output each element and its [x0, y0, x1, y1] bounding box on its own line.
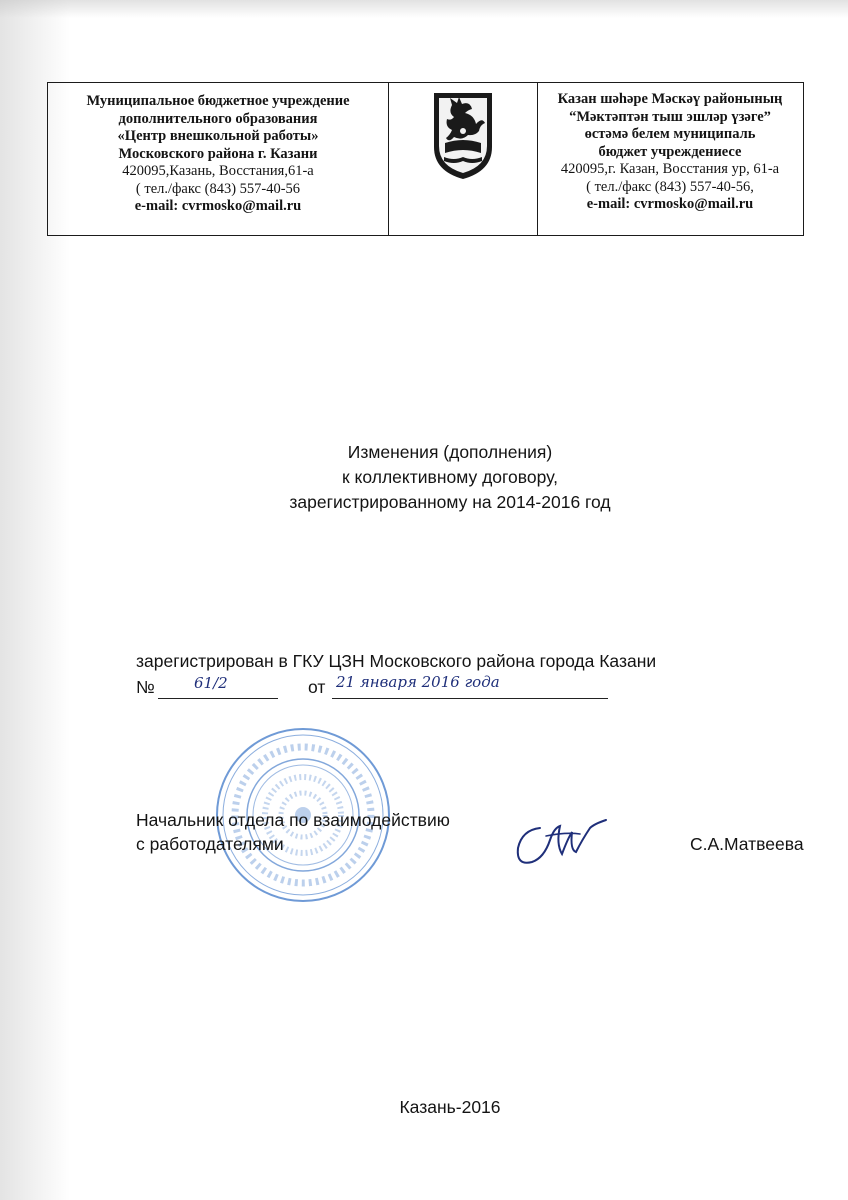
registration-number-handwritten: 61/2	[194, 674, 228, 692]
letterhead-russian	[48, 83, 389, 235]
org-name-line2: дополнительного образования	[118, 110, 318, 127]
signer-position-line1: Начальник отдела по взаимодействию	[136, 810, 450, 830]
org-email: e-mail: cvrmosko@mail.ru	[134, 198, 302, 214]
org-name-tatar-line3: өстәмә белем муниципаль	[584, 126, 756, 142]
org-phone-tatar: ( тел./факс (843) 557-40-56,	[586, 178, 754, 195]
org-address-tatar: 420095,г. Казан, Восстания ур, 61-а	[560, 161, 780, 177]
registration-statement: зарегистрирован в ГКУ ЦЗН Московского района города Казани	[136, 651, 657, 671]
title-line1: Изменения (дополнения)	[347, 442, 553, 462]
signer-position-line2: с работодателями	[136, 834, 284, 854]
city-year: Казань-2016	[399, 1097, 501, 1117]
signer-name: С.А.Матвеева	[690, 834, 804, 854]
org-name-line1: Муниципальное бюджетное учреждение	[86, 93, 350, 109]
number-sign: №	[136, 677, 155, 697]
date-underline	[332, 698, 608, 699]
number-underline	[158, 698, 278, 699]
kazan-coat-of-arms-icon	[430, 91, 496, 181]
org-address: 420095,Казань, Восстания,61-а	[122, 163, 314, 179]
org-name-tatar-line2: “Мәктәптән тыш эшләр үзәге”	[569, 108, 771, 125]
letterhead-emblem-cell	[389, 83, 538, 235]
org-name-line4: Московского района г. Казани	[118, 145, 318, 162]
letterhead-tatar	[538, 83, 802, 235]
document-title	[200, 440, 700, 515]
org-name-tatar-line4: бюджет учреждениесе	[598, 143, 742, 160]
org-phone: ( тел./факс (843) 557-40-56	[135, 180, 301, 197]
org-name-tatar-line1: Казан шәһәре Мәскәү районының	[557, 91, 783, 107]
title-line3: зарегистрированному на 2014-2016 год	[289, 492, 611, 512]
registration-date-handwritten: 21 января 2016 года	[336, 673, 500, 691]
org-email-tatar: e-mail: cvrmosko@mail.ru	[586, 196, 754, 212]
registration-number-row	[136, 673, 616, 703]
date-prefix: от	[308, 677, 326, 697]
org-name-line3: «Центр внешкольной работы»	[117, 128, 319, 144]
title-line2: к коллективному договору,	[342, 467, 558, 487]
letterhead-table	[47, 82, 804, 236]
handwritten-signature-icon	[510, 810, 620, 880]
scan-top-shadow	[0, 0, 848, 18]
